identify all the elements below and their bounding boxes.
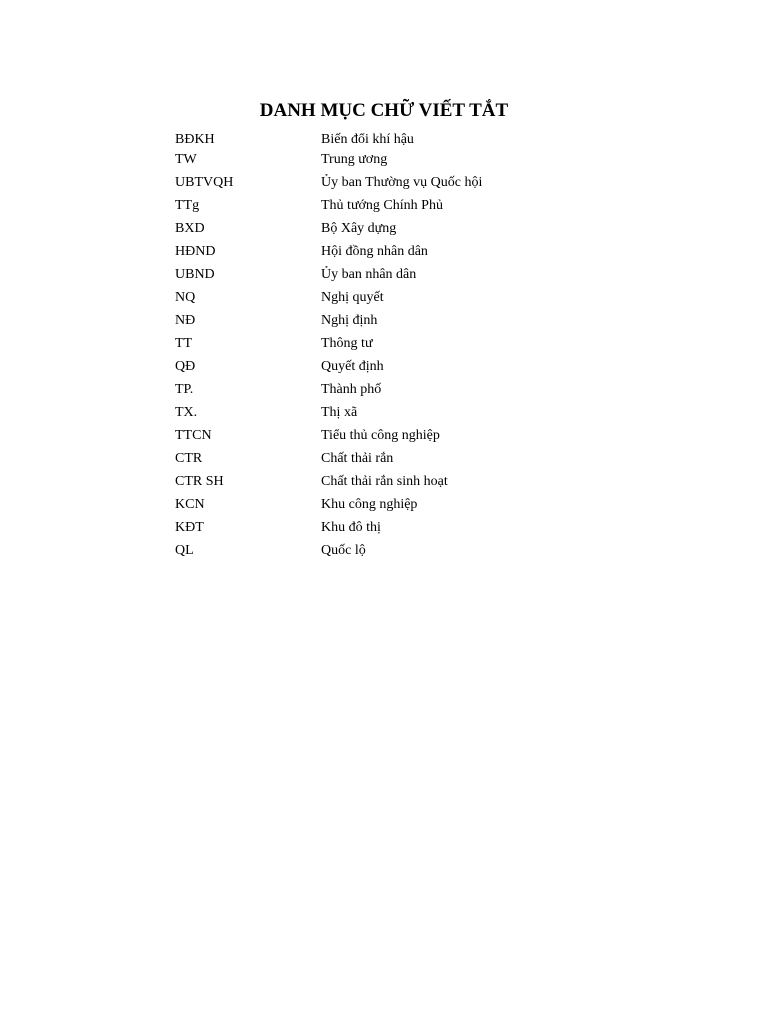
abbreviation-meaning: Khu công nghiệp — [321, 497, 418, 512]
abbreviation-code: KCN — [175, 497, 205, 512]
abbreviation-code: TX. — [175, 405, 198, 420]
list-item — [175, 174, 675, 192]
list-item — [175, 473, 675, 491]
abbreviation-code: CTR — [175, 451, 203, 466]
list-item — [175, 450, 675, 468]
abbreviation-code: TT — [175, 336, 193, 351]
list-item — [175, 312, 675, 330]
abbreviation-meaning: Ủy ban Thường vụ Quốc hội — [321, 175, 483, 190]
abbreviation-code: UBTVQH — [175, 175, 234, 190]
page-title: DANH MỤC CHỮ VIẾT TẮT — [259, 100, 509, 121]
list-item — [175, 358, 675, 376]
abbreviation-meaning: Trung ương — [321, 152, 388, 167]
list-item — [175, 243, 675, 261]
list-item — [175, 335, 675, 353]
abbreviation-code: BĐKH — [175, 132, 215, 147]
abbreviation-meaning: Bộ Xây dựng — [321, 221, 397, 236]
abbreviation-code: QL — [175, 543, 194, 558]
list-item — [175, 131, 675, 149]
list-item — [175, 151, 675, 169]
list-item — [175, 542, 675, 560]
list-item — [175, 289, 675, 307]
abbreviation-meaning: Quốc lộ — [321, 543, 366, 558]
list-item — [175, 496, 675, 514]
list-item — [175, 197, 675, 215]
abbreviation-meaning: Quyết định — [321, 359, 384, 374]
abbreviation-meaning: Ủy ban nhân dân — [321, 267, 417, 282]
abbreviation-meaning: Tiểu thủ công nghiệp — [321, 428, 440, 443]
abbreviation-code: UBND — [175, 267, 215, 282]
list-item — [175, 266, 675, 284]
list-item — [175, 519, 675, 537]
list-item — [175, 381, 675, 399]
abbreviation-meaning: Khu đô thị — [321, 520, 381, 535]
abbreviation-meaning: Nghị định — [321, 313, 378, 328]
abbreviation-code: NQ — [175, 290, 196, 305]
list-item — [175, 220, 675, 238]
abbreviation-meaning: Hội đồng nhân dân — [321, 244, 428, 259]
abbreviation-list — [175, 131, 675, 560]
abbreviation-code: HĐND — [175, 244, 216, 259]
abbreviation-code: QĐ — [175, 359, 196, 374]
abbreviation-meaning: Thông tư — [321, 336, 373, 351]
abbreviation-meaning: Thị xã — [321, 405, 358, 420]
abbreviation-code: BXD — [175, 221, 205, 236]
abbreviation-meaning: Chất thải rắn — [321, 451, 394, 466]
abbreviation-meaning: Chất thải rắn sinh hoạt — [321, 474, 448, 489]
list-item — [175, 427, 675, 445]
abbreviation-code: TTg — [175, 198, 200, 213]
abbreviation-meaning: Thủ tướng Chính Phủ — [321, 198, 443, 213]
abbreviation-meaning: Thành phố — [321, 382, 382, 397]
abbreviation-code: TTCN — [175, 428, 212, 443]
abbreviation-code: CTR SH — [175, 474, 224, 489]
abbreviation-code: TP. — [175, 382, 194, 397]
abbreviation-meaning: Biến đổi khí hậu — [321, 132, 414, 147]
abbreviation-code: TW — [175, 152, 197, 167]
abbreviation-meaning: Nghị quyết — [321, 290, 384, 305]
abbreviation-code: KĐT — [175, 520, 204, 535]
abbreviation-code: NĐ — [175, 313, 196, 328]
list-item — [175, 404, 675, 422]
